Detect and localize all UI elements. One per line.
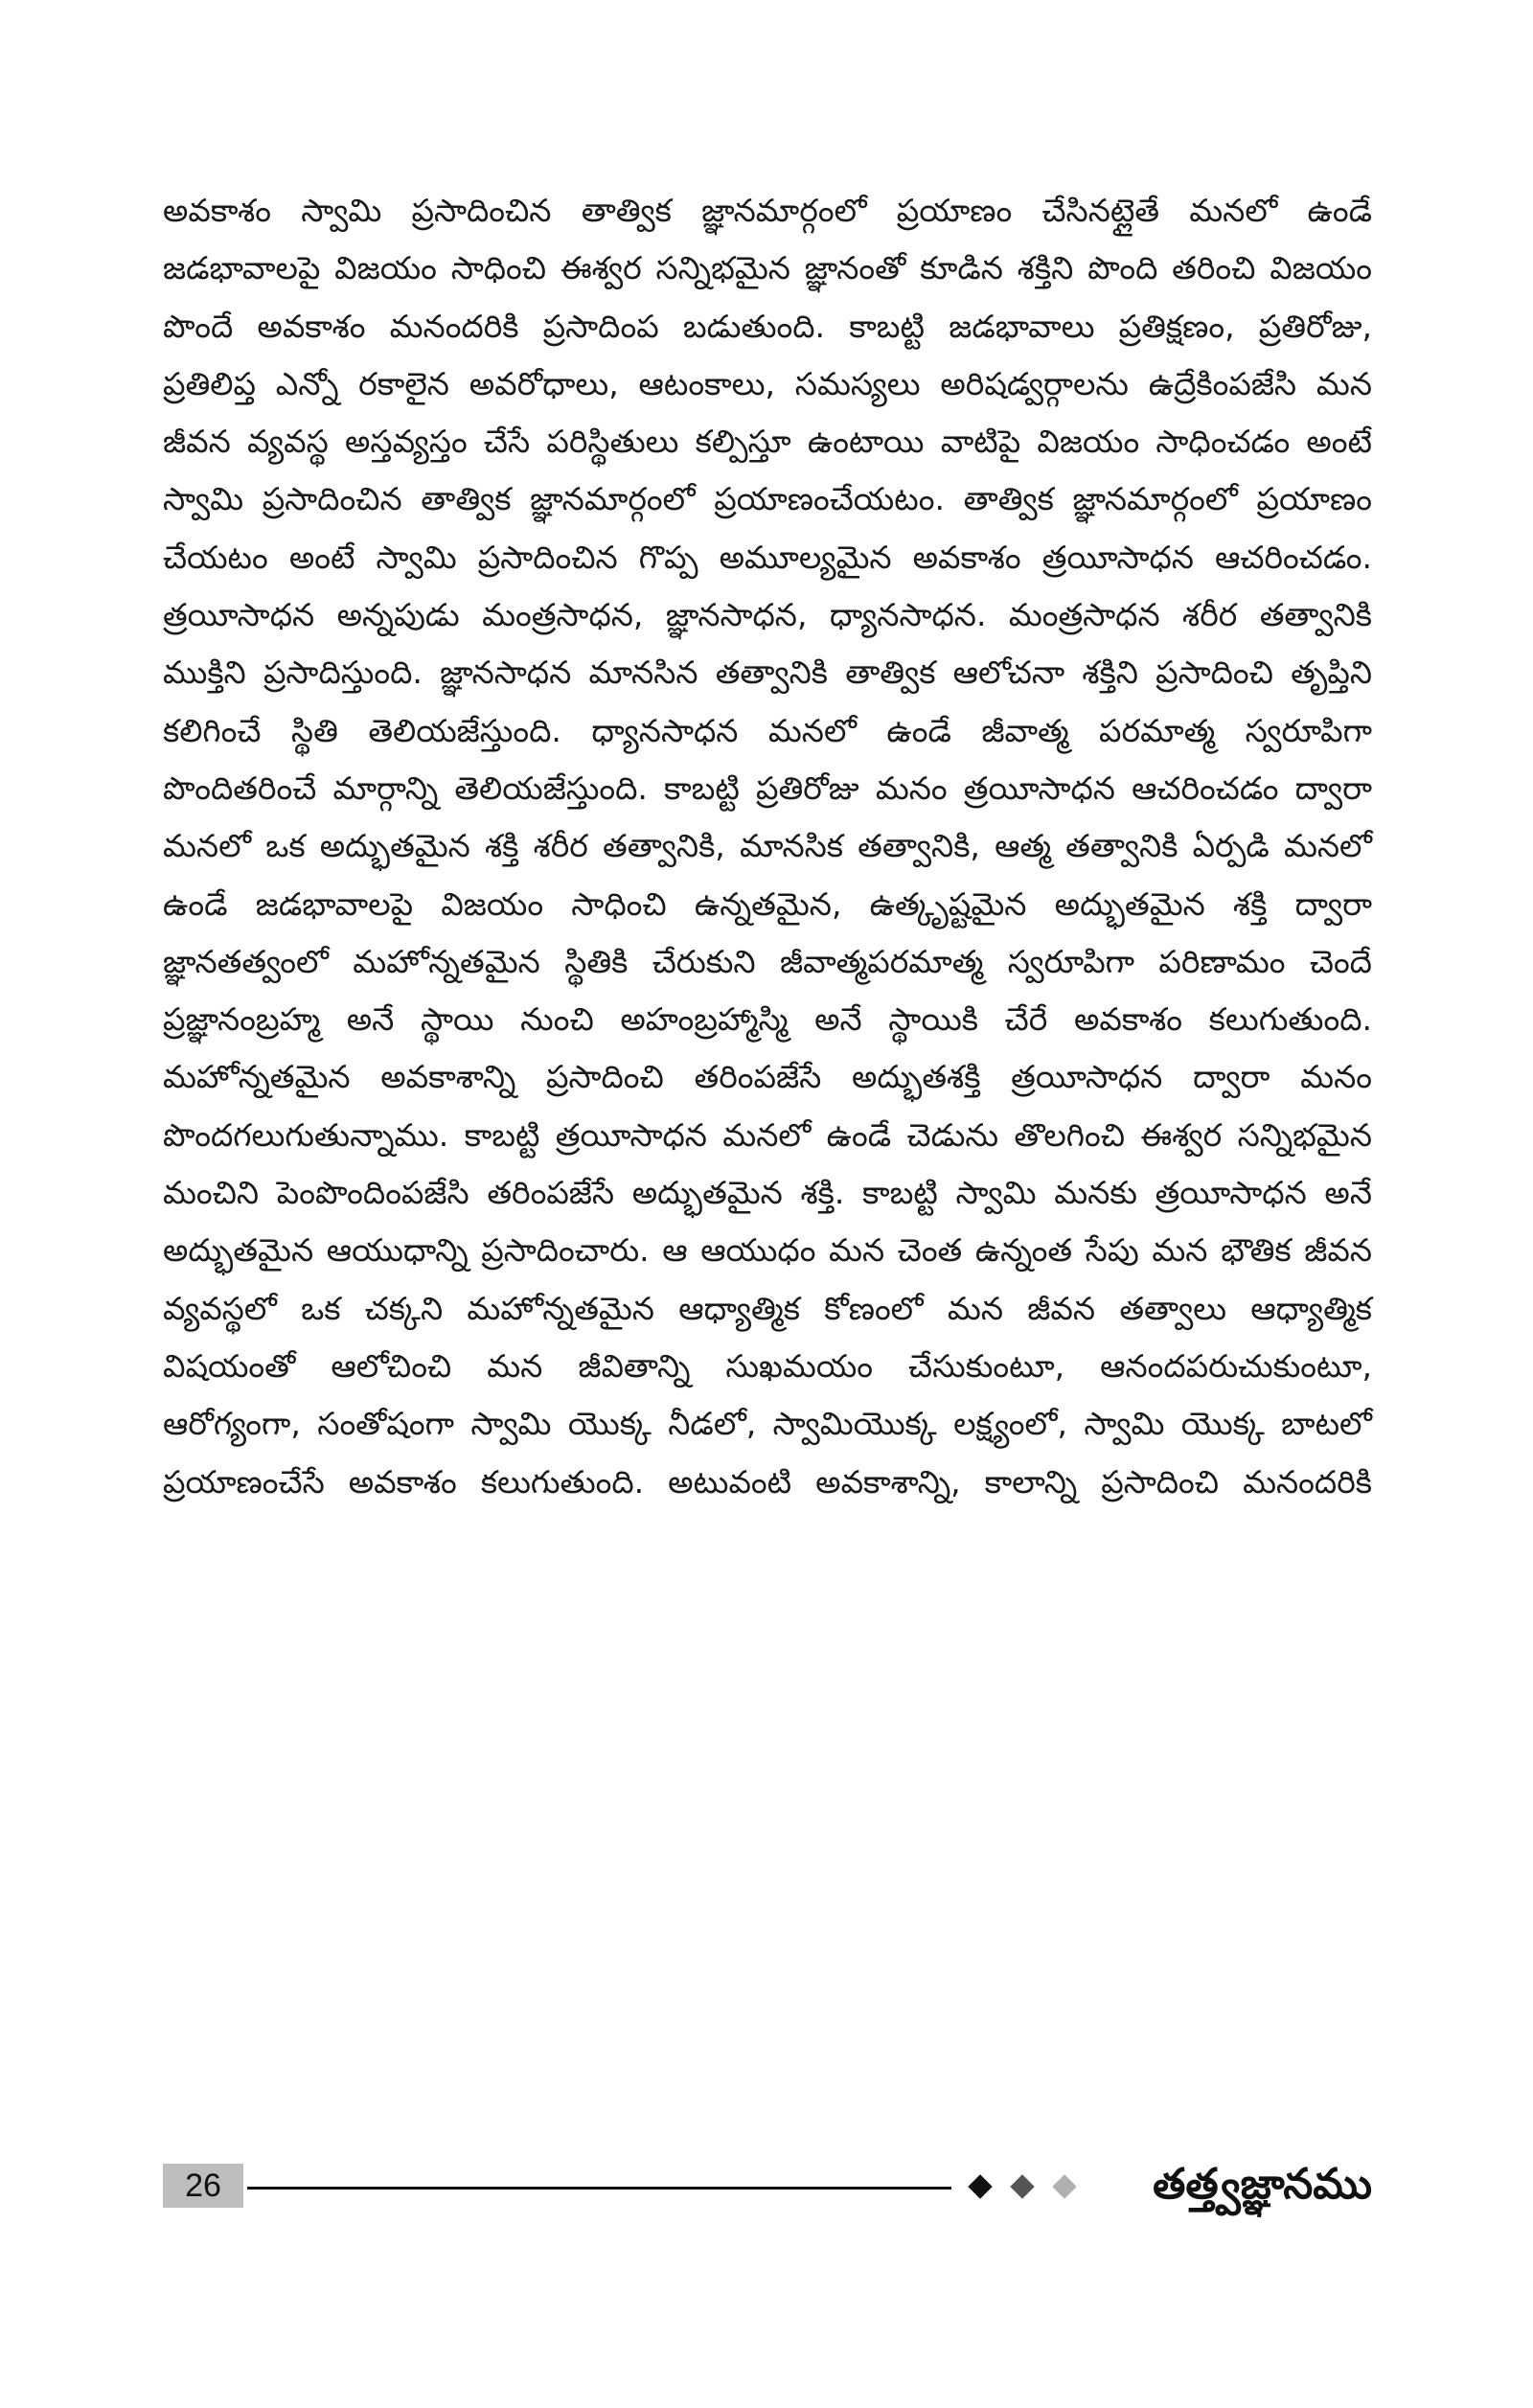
diamond-dark-icon [968,2174,992,2198]
page-number: 26 [163,2164,243,2208]
page-footer [163,2162,1372,2213]
book-title: తత్త్వజ్ఞానము [1153,2160,1372,2209]
diamond-medium-icon [1010,2174,1034,2198]
footer-rule [247,2187,951,2190]
diamond-trio-icon [966,2169,1100,2208]
body-paragraph: అవకాశం స్వామి ప్రసాదించిన తాత్విక జ్ఞానమార్గంలో ప్రయాణం చేసినట్లైతే మనలో ఉండే జడభావాలపై విజయం సాధించి ఈశ్వర సన్నిభమైన జ్ఞానంతో కూడిన శక్తిని పొంది తరించి విజయం పొందే అవకాశం మనందరికి ప్రసాదింప బడుతుంది. కాబట్టి జడభావాలు ప్రతిక్షణం, ప్రతిరోజు, ప్రతిలిప్త ఎన్నో రకాలైన అవరోధాలు, ఆటంకాలు, సమస్యలు అరిషడ్వర్గాలను ఉద్రేకింపజేసి మన జీవన వ్యవస్థ అస్తవ్యస్తం చేసే పరిస్థితులు కల్పిస్తూ ఉంటాయి వాటిపై విజయం సాధించడం అంటే స్వామి ప్రసాదించిన తాత్విక జ్ఞానమార్గంలో ప్రయాణంచేయటం. తాత్విక జ్ఞానమార్గంలో ప్రయాణం చేయటం అంటే స్వామి ప్రసాదించిన గొప్ప అమూల్యమైన అవకాశం త్రయీసాధన ఆచరించడం. త్రయీసాధన అన్నపుడు మంత్రసాధన, జ్ఞానసాధన, ధ్యానసాధన. మంత్రసాధన శరీర తత్వానికి ముక్తిని ప్రసాదిస్తుంది. జ్ఞానసాధన మానసిన తత్వానికి తాత్విక ఆలోచనా శక్తిని ప్రసాదించి తృప్తిని కలిగించే స్థితి తెలియజేస్తుంది. ధ్యానసాధన మనలో ఉండే జీవాత్మ పరమాత్మ స్వరూపిగా పొందితరించే మార్గాన్ని తెలియజేస్తుంది. కాబట్టి ప్రతిరోజు మనం త్రయీసాధన ఆచరించడం ద్వారా మనలో ఒక అద్భుతమైన శక్తి శరీర తత్వానికి, మానసిక తత్వానికి, ఆత్మ తత్వానికి ఏర్పడి మనలో ఉండే జడభావాలపై విజయం సాధించి ఉన్నతమైన, ఉత్కృష్టమైన అద్భుతమైన శక్తి ద్వారా జ్ఞానతత్వంలో మహోన్నతమైన స్థితికి చేరుకుని జీవాత్మపరమాత్మ స్వరూపిగా పరిణామం చెందే ప్రజ్ఞానంబ్రహ్మ అనే స్థాయి నుంచి అహంబ్రహ్మాస్మి అనే స్థాయికి చేరే అవకాశం కలుగుతుంది. మహోన్నతమైన అవకాశాన్ని ప్రసాదించి తరింపజేసే అద్భుతశక్తి త్రయీసాధన ద్వారా మనం పొందగలుగుతున్నాము. కాబట్టి త్రయీసాధన మనలో ఉండే చెడును తొలగించి ఈశ్వర సన్నిభమైన మంచిని పెంపొందింపజేసి తరింపజేసే అద్భుతమైన శక్తి. కాబట్టి స్వామి మనకు త్రయీసాధన అనే అద్భుతమైన ఆయుధాన్ని ప్రసాదించారు. ఆ ఆయుధం మన చెంత ఉన్నంత సేపు మన భౌతిక జీవన వ్యవస్థలో ఒక చక్కని మహోన్నతమైన ఆధ్యాత్మిక కోణంలో మన జీవన తత్వాలు ఆధ్యాత్మిక విషయంతో ఆలోచించి మన జీవితాన్ని సుఖమయం చేసుకుంటూ, ఆనందపరుచుకుంటూ, ఆరోగ్యంగా, సంతోషంగా స్వామి యొక్క నీడలో, స్వామియొక్క లక్ష్యంలో, స్వామి యొక్క బాటలో ప్రయాణంచేసే అవకాశం కలుగుతుంది. అటువంటి అవకాశాన్ని, కాలాన్ని ప్రసాదించి మనందరికి [163,192,1372,1501]
diamond-light-icon [1052,2174,1076,2198]
